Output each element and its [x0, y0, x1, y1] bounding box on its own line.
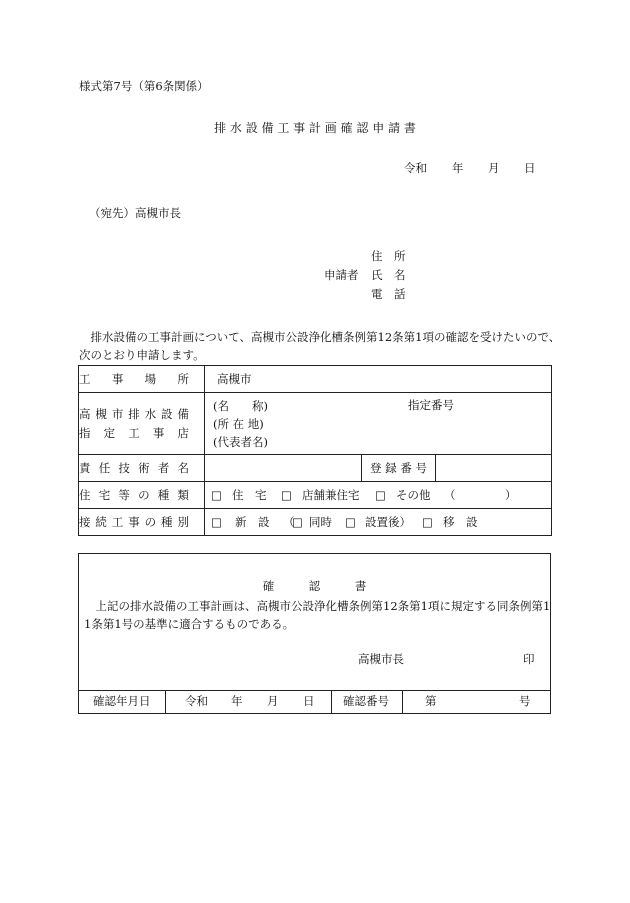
table-row-contractor: [79, 393, 552, 455]
registration-label-cell: [362, 455, 436, 482]
confirmation-text-line1: 上記の排水設備の工事計画は、高槻市公設浄化槽条例第12条第1項に規定する同条例第1: [84, 599, 551, 613]
contractor-label-line2: 指 定 工 事 店: [79, 426, 189, 440]
applicant-name-label: 氏 名: [371, 268, 406, 282]
date-month-label: 月: [488, 161, 500, 175]
contractor-rep-label: (代表者名): [213, 434, 268, 449]
confirmation-divider: [79, 690, 550, 691]
applicant-phone-label: 電 話: [371, 287, 406, 301]
site-label-cell: [79, 366, 205, 393]
option-shop-residence-label: 店舗兼住宅: [302, 488, 360, 502]
seal-mark: 印: [523, 652, 535, 666]
connection-label-cell: [79, 509, 205, 536]
sub-paren-open: （: [283, 515, 295, 529]
confirmation-number-label: 確認番号: [343, 694, 389, 708]
confirmation-date-label: 確認年月日: [93, 694, 151, 708]
date-era: 令和: [404, 161, 427, 175]
option-simultaneous-label: 同時: [309, 515, 332, 529]
table-row-housing: [79, 482, 552, 509]
checkbox-shop-residence[interactable]: □: [281, 488, 292, 502]
table-row-site: [79, 366, 552, 393]
other-paren-close: ）: [505, 488, 517, 502]
connection-options-cell: [205, 509, 552, 536]
addressee: （宛先）高槻市長: [89, 206, 181, 220]
confirmation-year-label: 年: [231, 694, 243, 708]
other-paren-open: （: [444, 488, 456, 502]
confirmation-signer: 高槻市長: [358, 652, 404, 666]
option-relocation-label: 移 設: [443, 515, 478, 529]
checkbox-after-install[interactable]: □: [345, 515, 356, 529]
engineer-name-value[interactable]: [205, 455, 362, 482]
date-year-label: 年: [452, 161, 464, 175]
contractor-name-label: (名 称): [213, 398, 268, 413]
checkbox-simultaneous[interactable]: □: [292, 515, 303, 529]
page-title: 排 水 設 備 工 事 計 画 確 認 申 請 書: [214, 121, 416, 135]
checkbox-residence[interactable]: □: [211, 488, 222, 502]
confirmation-month-label: 月: [267, 694, 279, 708]
confirmation-date-era: 令和: [185, 694, 208, 708]
table-row-connection: [79, 509, 552, 536]
confirmation-number-suffix: 号: [519, 694, 531, 708]
divider-2: [331, 690, 332, 713]
site-label: 工 事 場 所: [79, 372, 189, 386]
table-row-engineer: [79, 455, 552, 482]
date-day-label: 日: [524, 161, 536, 175]
contractor-label-line1: 高 槻 市 排 水 設 備: [79, 407, 189, 421]
engineer-label-cell: [79, 455, 205, 482]
confirmation-title: 確 認 書: [262, 579, 367, 593]
checkbox-new[interactable]: □: [211, 515, 222, 529]
divider-3: [402, 690, 403, 713]
checkbox-other[interactable]: □: [375, 488, 386, 502]
registration-number-value[interactable]: [436, 455, 552, 482]
housing-label-cell: [79, 482, 205, 509]
application-table: [78, 365, 552, 536]
confirmation-day-label: 日: [303, 694, 315, 708]
housing-options-cell: [205, 482, 552, 509]
body-text-line1: 排水設備の工事計画について、高槻市公設浄化槽条例第12条第1項の確認を受けたいので、: [79, 330, 561, 344]
site-value[interactable]: 高槻市: [205, 366, 552, 393]
option-other-label: その他: [396, 488, 431, 502]
confirmation-text-line2: 1条第1号の基準に適合するものである。: [84, 617, 295, 631]
registration-label: 登 録 番 号: [370, 461, 427, 475]
option-after-install-label: 設置後）: [365, 515, 411, 529]
confirmation-number-prefix: 第: [425, 694, 437, 708]
form-number: 様式第7号（第6条関係）: [79, 79, 209, 93]
body-text-line2: 次のとおり申請します。: [79, 348, 205, 362]
housing-label: 住 宅 等 の 種 類: [79, 488, 189, 502]
contractor-info-cell[interactable]: [205, 393, 552, 455]
contractor-label-cell: [79, 393, 205, 455]
engineer-label: 責 任 技 術 者 名: [79, 461, 189, 475]
contractor-address-label: (所 在 地): [213, 416, 264, 431]
confirmation-box: [78, 553, 551, 714]
option-new-label: 新 設: [235, 515, 270, 529]
applicant-label: 申請者: [324, 268, 359, 282]
checkbox-relocation[interactable]: □: [422, 515, 433, 529]
connection-label: 接 続 工 事 の 種 別: [79, 515, 189, 529]
option-residence-label: 住 宅: [232, 488, 267, 502]
designation-number-label: 指定番号: [408, 398, 454, 412]
applicant-address-label: 住 所: [371, 249, 406, 263]
divider-1: [165, 690, 166, 713]
